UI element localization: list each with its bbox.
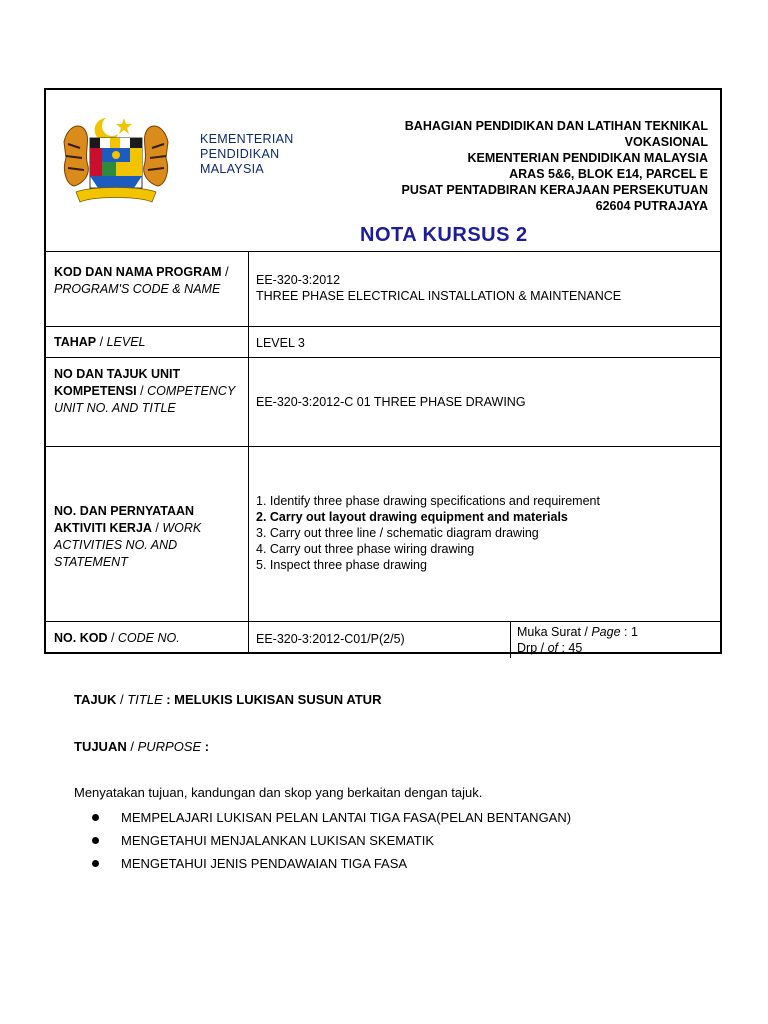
address-line: PUSAT PENTADBIRAN KERAJAAN PERSEKUTUAN: [401, 183, 708, 197]
label-separator: /: [116, 692, 128, 707]
bullet-icon: [92, 837, 99, 844]
code-label-italic: CODE NO.: [117, 631, 180, 645]
activities-label-italic: WORK ACTIVITIES NO. AND STATEMENT: [54, 521, 202, 569]
course-note-header-table: [44, 88, 722, 654]
code-value: EE-320-3:2012-C01/P(2/5): [256, 632, 405, 646]
title-label-bold: TAJUK: [74, 692, 117, 707]
page-number-box: [510, 622, 720, 658]
of-label: Drp /: [517, 641, 548, 655]
activities-label: [54, 503, 242, 571]
level-value: LEVEL 3: [256, 336, 305, 350]
title-label-italic: TITLE: [127, 692, 163, 707]
activities-list: [256, 493, 600, 573]
label-separator: /: [126, 739, 138, 754]
activities-label-bold: NO. DAN PERNYATAAN AKTIVITI KERJA: [54, 504, 195, 535]
purpose-label-bold: TUJUAN: [74, 739, 127, 754]
level-label-bold: TAHAP: [54, 335, 97, 349]
program-label: [54, 264, 242, 298]
ministry-name: [200, 132, 294, 177]
level-row: [46, 327, 720, 358]
code-row: [46, 622, 720, 656]
page-label-italic: Page: [591, 625, 621, 639]
bullet-icon: [92, 860, 99, 867]
label-separator: /: [107, 631, 118, 645]
list-item: [92, 806, 571, 829]
coat-of-arms-icon: [60, 114, 172, 206]
page-value: : 1: [620, 625, 638, 639]
purpose-intro: Menyatakan tujuan, kandungan dan skop yang berkaitan dengan tajuk.: [74, 785, 483, 800]
list-item: [92, 852, 571, 875]
level-label-italic: LEVEL: [106, 335, 146, 349]
activity-item-current: 2. Carry out layout drawing equipment and materials: [256, 510, 568, 524]
activity-item: 1. Identify three phase drawing specifications and requirement: [256, 494, 600, 508]
activity-item: 3. Carry out three line / schematic diagram drawing: [256, 526, 539, 540]
document-header: [46, 90, 720, 252]
address-line: ARAS 5&6, BLOK E14, PARCEL E: [509, 167, 708, 181]
program-value: [256, 272, 621, 304]
unit-label-italic: COMPETENCY UNIT NO. AND TITLE: [54, 384, 236, 415]
purpose-label-italic: PURPOSE: [137, 739, 202, 754]
unit-label-bold: NO DAN TAJUK UNIT KOMPETENSI: [54, 367, 181, 398]
label-separator: /: [221, 265, 229, 279]
page-number: [517, 624, 720, 640]
address-line: 62604 PUTRAJAYA: [595, 199, 708, 213]
unit-value: EE-320-3:2012-C 01 THREE PHASE DRAWING: [256, 395, 526, 409]
list-item-text: MENGETAHUI JENIS PENDAWAIAN TIGA FASA: [121, 855, 408, 871]
of-label-italic: of: [547, 641, 558, 655]
department-address: [328, 118, 708, 214]
list-item-text: MENGETAHUI MENJALANKAN LUKISAN SKEMATIK: [121, 832, 435, 848]
title-line: [74, 692, 381, 707]
program-label-bold: KOD DAN NAMA PROGRAM: [54, 265, 222, 279]
program-name: THREE PHASE ELECTRICAL INSTALLATION & MAINTENANCE: [256, 289, 622, 303]
code-label-bold: NO. KOD: [54, 631, 108, 645]
purpose-colon: :: [201, 739, 210, 754]
page-label: Muka Surat /: [517, 625, 592, 639]
purpose-bullet-list: [92, 806, 571, 875]
ministry-line: KEMENTERIAN: [200, 132, 294, 146]
activity-item: 5. Inspect three phase drawing: [256, 558, 427, 572]
of-value: : 45: [558, 641, 583, 655]
list-item-text: MEMPELAJARI LUKISAN PELAN LANTAI TIGA FASA(PELAN BENTANGAN): [121, 809, 572, 825]
page-total: [517, 640, 720, 656]
list-item: [92, 829, 571, 852]
label-separator: /: [96, 335, 107, 349]
program-label-italic: PROGRAM'S CODE & NAME: [54, 282, 221, 296]
program-code: EE-320-3:2012: [256, 273, 341, 287]
address-line: KEMENTERIAN PENDIDIKAN MALAYSIA: [467, 151, 708, 165]
purpose-line: [74, 739, 209, 754]
level-label: [54, 334, 242, 351]
title-value: : MELUKIS LUKISAN SUSUN ATUR: [162, 692, 382, 707]
document-title: NOTA KURSUS 2: [360, 224, 528, 246]
ministry-line: MALAYSIA: [200, 162, 264, 176]
label-separator: /: [151, 521, 163, 535]
address-line: BAHAGIAN PENDIDIKAN DAN LATIHAN TEKNIKAL: [404, 119, 708, 133]
code-label: [54, 630, 242, 647]
activity-item: 4. Carry out three phase wiring drawing: [256, 542, 475, 556]
bullet-icon: [92, 814, 99, 821]
ministry-line: PENDIDIKAN: [200, 147, 280, 161]
label-separator: /: [136, 384, 148, 398]
work-activities-row: [46, 447, 720, 622]
program-row: [46, 252, 720, 327]
address-line: VOKASIONAL: [624, 135, 708, 149]
competency-unit-row: [46, 358, 720, 447]
unit-label: [54, 366, 242, 417]
